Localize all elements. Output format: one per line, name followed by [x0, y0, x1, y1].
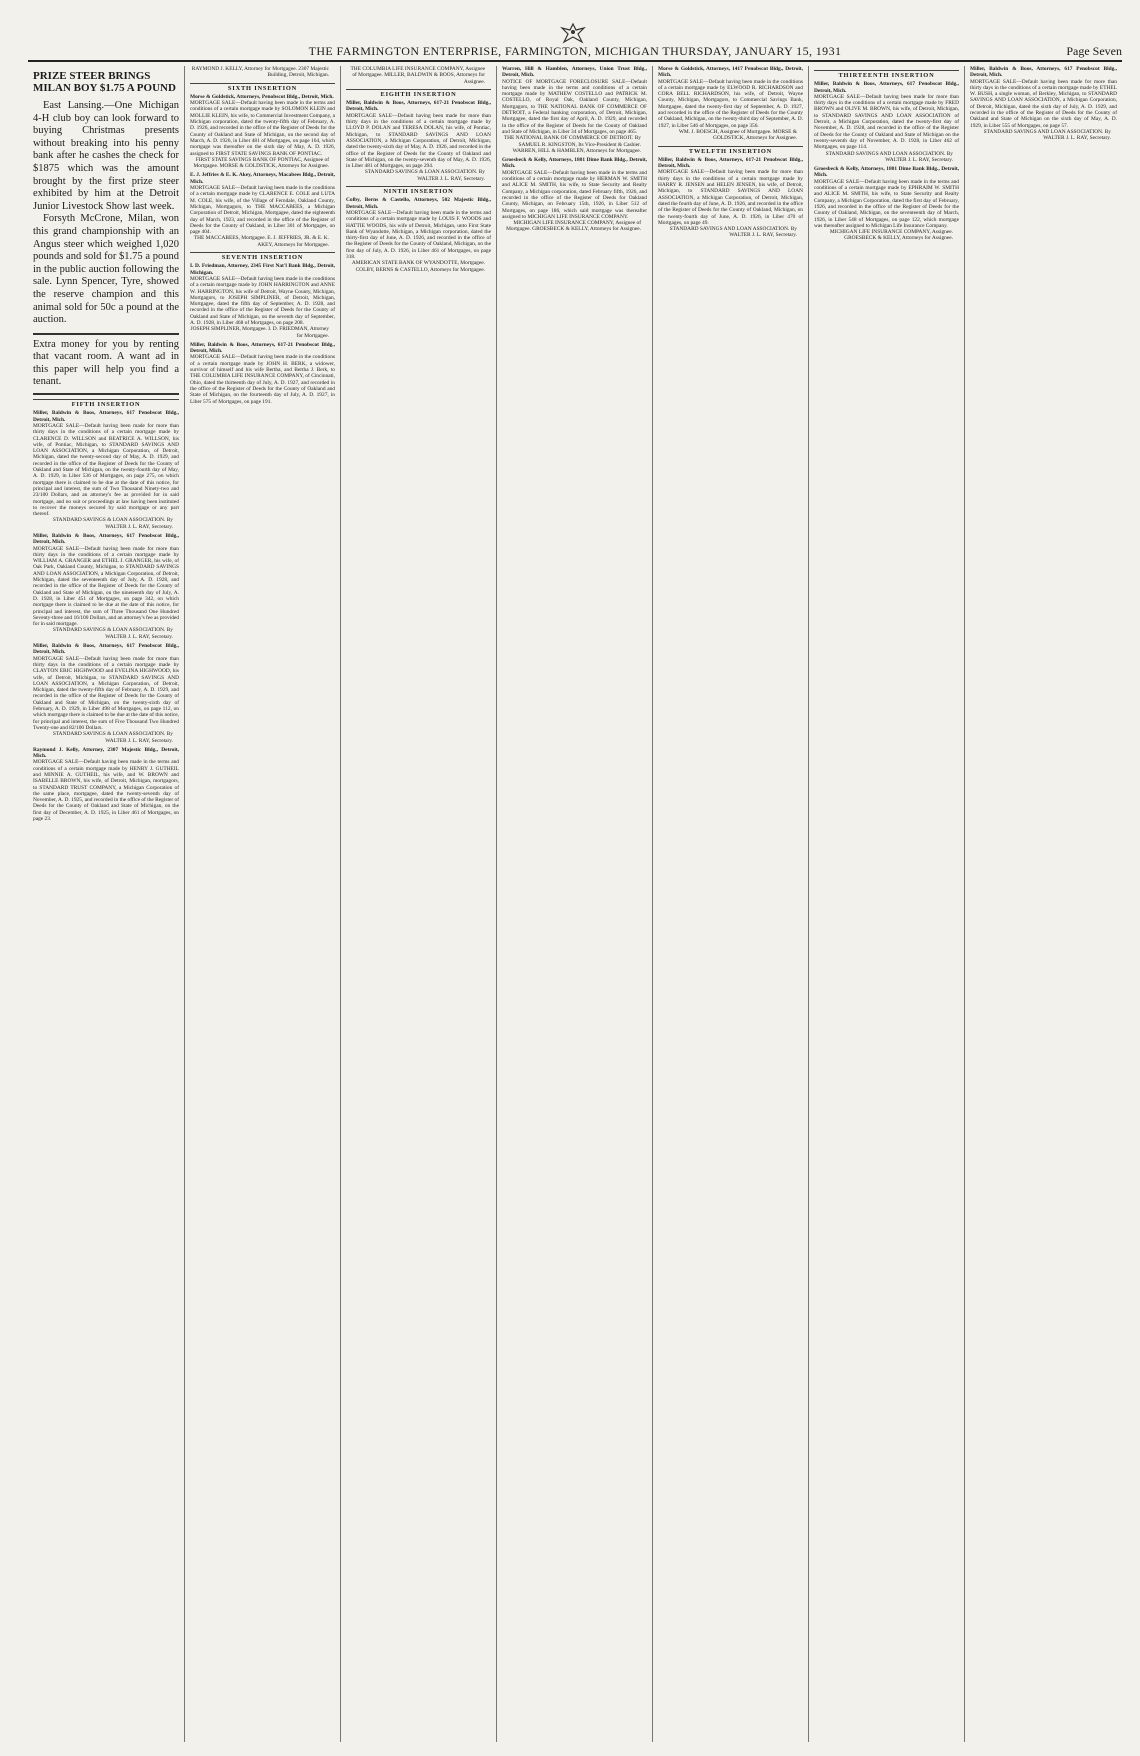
notice-signature: STANDARD SAVINGS & LOAN ASSOCIATION. By WALTER J. L. RAY, Secretary. — [52, 627, 173, 640]
insertion-heading: FIFTH INSERTION — [33, 399, 179, 408]
header-rule — [28, 60, 1122, 62]
insertion-heading: TWELFTH INSERTION — [658, 146, 803, 155]
notice-body: MORTGAGE SALE—Default having been made in the conditions of a certain mortgage made by JOHN HARRINGTON and ANNE W. HARRINGTON, his wife of Detroit, Wayne County, Michigan, Mortgagors, to JOSEPH SIMPLINER, of Detroit, Michigan, Mortgagee, dated the fifth day of September, A. D. 1928, and recorded in the office of the Register of Deeds for the County of Oakland and State of Michigan, on the seventh day of September, A. D. 1928, in Liber 468 of Mortgages, on page 208. — [190, 275, 335, 326]
notice-signature: RAYMOND J. KELLY, Attorney for Mortgagee. 2307 Majestic Building, Detroit, Michigan. — [191, 66, 329, 79]
notice-body: MORTGAGE SALE—Default having been made for more than thirty days in the conditions of a certain mortgage made by FRED BROWN and OLIVE M. BROWN, his wife, of Detroit, Michigan, to STANDARD SAVINGS AND LOAN ASSOCIATION of Detroit, a Michigan Corporation, dated the twenty-first day of November, A. D. 1928, and recorded in the office of the Register of Deeds for the County of Oakland and State of Michigan on the twenty-seventh day of November, A. D. 1928, in Liber 462 of Mortgages, on page 114. — [814, 93, 959, 151]
notice-body: MORTGAGE SALE—Default having been made for more than thirty days in the conditions of a certain mortgage made by LLOYD P. DOLAN and TERESA DOLAN, his wife, of Pontiac, Michigan, to STANDARD SAVINGS AND LOAN ASSOCIATION, a Michigan Corporation, of Detroit, Michigan, dated the twenty-sixth day of May, A. D. 1926, and recorded in the office of the Register of Deeds for the County of Oakland and State of Michigan, on the twenty-seventh day of May, A. D. 1926, in Liber 481 of Mortgages, on page 294. — [346, 112, 491, 170]
notice-heading: Miller, Baldwin & Boos, Attorneys, 617 Penobscot Bldg., Detroit, Mich. — [33, 533, 179, 546]
notice-heading: Miller, Baldwin & Boos, Attorneys, 617 Penobscot Bldg., Detroit, Mich. — [970, 66, 1117, 79]
notice-body: MORTGAGE SALE—Default having been made in the conditions of a certain mortgage made by JOHN H. BERK, a widower, survivor of himself and his wife Bertha, and Bertha J. Berk, to THE COLUMBIA LIFE INSURANCE COMPANY, of Cincinnati, Ohio, dated the thirteenth day of July, A. D. 1927, and recorded in the office of the Register of Deeds for the County of Oakland and State of Michigan, on the fourteenth day of July, A. D. 1927, in Liber 575 of Mortgages, on page 191. — [190, 354, 335, 405]
insertion-heading: THIRTEENTH INSERTION — [814, 70, 959, 79]
legal-notice — [190, 66, 335, 79]
story-paragraph: East Lansing.—One Michigan 4-H club boy can look forward to buying Christmas presents without breaking into his penny bank after he cashes the check for $1875 which was the amount brought by the first prize steer exhibited by him at the Detroit Junior Livestock Show last week. — [33, 100, 179, 212]
legal-notice — [970, 66, 1117, 142]
legal-notice — [346, 197, 491, 273]
legal-notice — [190, 263, 335, 339]
notice-body: MORTGAGE SALE—Default having been made in the terms and conditions of a certain mortgage made by LOUIS F. WOODS and HATTIE WOODS, his wife of Detroit, Michigan, unto First State Bank of Wyandotte, Michigan, a Michigan corporation, dated the thirty-first day of June, A. D. 1926, and recorded in the office of the Register of Deeds for the County of Oakland, Michigan, on the first day of July, A. D. 1926, in Liber 461 of Mortgages, on page 318. — [346, 209, 491, 261]
notice-signature: FIRST STATE SAVINGS BANK OF PONTIAC, Assignee of Mortgagee. MORSE & GOLDSTICK, Attorneys for Assignee. — [193, 156, 329, 170]
legal-notice — [190, 342, 335, 405]
story-headline-1: PRIZE STEER BRINGS — [33, 70, 151, 82]
notice-body: MORTGAGE SALE—Default having been made for more than thirty days in the conditions of a certain mortgage made by CLAYTON ERIC HIGHWOOD and EVELINA HIGHWOOD, his wife, of Detroit, Michigan, to STANDARD SAVINGS AND LOAN ASSOCIATION, a Michigan Corporation, of Detroit, Michigan, dated the twenty-fifth day of February, A. D. 1929, and recorded in the office of the Register of Deeds for the County of Oakland and State of Michigan, on the twenty-sixth day of February, A. D. 1929, in Liber 498 of Mortgages, on page 112, on which mortgage there is claimed to be due at the date of this notice, for principal and interest, the sum of Five Thousand Two Hundred Twenty-one and 82/100 Dollars. — [33, 655, 179, 731]
column-5 — [652, 66, 808, 1742]
notice-signature: STANDARD SAVINGS & LOAN ASSOCIATION. By WALTER J. L. RAY, Secretary. — [52, 517, 173, 530]
notice-body: NOTICE OF MORTGAGE FORECLOSURE SALE—Default having been made in the terms and conditions of a certain mortgage made by MATHEW COSTELLO and PATRICK M. COSTELLO, of Royal Oak, Oakland County, Michigan, Mortgagors, to THE NATIONAL BANK OF COMMERCE OF DETROIT, a Federal banking corporation, of Detroit, Michigan, Mortgagee, dated the first day of April, A. D. 1929, and recorded in the office of the Register of Deeds for the County of Oakland and State of Michigan, in Liber 34 of Mortgages, on page 465. — [502, 78, 647, 135]
legal-notice — [346, 66, 491, 85]
notice-heading: Miller, Baldwin & Boos, Attorneys, 617 Penobscot Bldg., Detroit, Mich. — [814, 81, 959, 94]
story-body — [33, 100, 179, 327]
notice-heading: Groesbeck & Kelly, Attorneys, 1801 Dime Bank Bldg., Detroit, Mich. — [814, 166, 959, 179]
legal-notice — [346, 100, 491, 182]
column-4 — [496, 66, 652, 1742]
notice-body: MORTGAGE SALE—Default having been made in the terms and conditions of a certain mortgage made by HERMAN W. SMITH and ALICE M. SMITH, his wife, to State Security and Realty Company, a Michigan corporation, dated February fifth, 1926, and recorded in the office of the Register of Deeds for Oakland County, Michigan, on February 15th, 1926, in Liber 512 of Mortgages, on page 186, which said mortgage was thereafter assigned to MICHIGAN LIFE INSURANCE COMPANY. — [502, 169, 647, 220]
column-2 — [184, 66, 340, 1742]
notice-heading: Raymond J. Kelly, Attorney, 2307 Majestic Bldg., Detroit, Mich. — [33, 746, 179, 760]
insertion-heading: SEVENTH INSERTION — [190, 252, 335, 261]
insertion-heading: EIGHTH INSERTION — [346, 89, 491, 98]
legal-notice — [190, 94, 335, 170]
legal-notice — [33, 533, 179, 640]
notice-heading: Miller, Baldwin & Boos, Attorneys, 617 Penobscot Bldg., Detroit, Mich. — [33, 643, 179, 656]
notice-signature: STANDARD SAVINGS & LOAN ASSOCIATION. By WALTER J. L. RAY, Secretary. — [364, 169, 485, 182]
story-headline-2: MILAN BOY $1.75 A POUND — [33, 82, 176, 94]
page-number: Page Seven — [1066, 44, 1122, 58]
notice-signature: STANDARD SAVINGS AND LOAN ASSOCIATION. By WALTER J. L. RAY, Secretary. — [669, 226, 797, 239]
legal-notice — [33, 747, 179, 823]
notice-signature: THE MACCABEES, Mortgagee. E. J. JEFFRIES, JR. & E. K. AKEY, Attorneys for Mortgagee. — [193, 235, 329, 248]
notice-signature: STANDARD SAVINGS AND LOAN ASSOCIATION. By WALTER J. L. RAY, Secretary. — [983, 128, 1111, 142]
columns — [28, 66, 1122, 1742]
notice-body: MORTGAGE SALE—Default having been made for more than thirty days in the conditions of a certain mortgage made by WILLIAM A. GRANGER and ETHEL J. GRANGER, his wife, of Oak Park, Oakland County, Michigan, to STANDARD SAVINGS AND LOAN ASSOCIATION, a Michigan Corporation, of Detroit, Michigan, dated the seventeenth day of July, A. D. 1928, and recorded in the office of the Register of Deeds for the County of Oakland and State of Michigan, on the nineteenth day of July, A. D. 1928, in Liber 451 of Mortgages, on page 342, on which mortgage there is claimed to be due at the date of this notice, for principal and interest, the sum of Three Thousand One Hundred Seventy-three and 16/100 Dollars, and an attorney's fee as provided for in said mortgage. — [33, 545, 179, 628]
legal-notice — [33, 643, 179, 744]
notice-body: MORTGAGE SALE—Default having been made for more than thirty days in the conditions of a certain mortgage made by HARRY R. JENSEN and HELEN JENSEN, his wife, of Detroit, Michigan, to STANDARD SAVINGS AND LOAN ASSOCIATION, a Michigan Corporation, of Detroit, Michigan, dated the fourth day of June, A. D. 1926, and recorded in the office of the Register of Deeds for the County of Oakland, Michigan, on the twenty-fourth day of June, A. D. 1926, in Liber 470 of Mortgages, on page 49. — [658, 169, 803, 226]
notice-heading: Miller, Baldwin & Boos, Attorneys, 617-21 Penobscot Bldg., Detroit, Mich. — [658, 156, 803, 170]
legal-notice — [814, 81, 959, 163]
notice-body: MORTGAGE SALE—Default having been made for more than thirty days in the conditions of a certain mortgage made by ETHEL W. BUSH, a single woman, of Berkley, Michigan, to STANDARD SAVINGS AND LOAN ASSOCIATION, a Michigan Corporation, of Detroit, Michigan, dated the sixth day of July, A. D. 1929, and recorded in the office of the Register of Deeds for the County of Oakland and State of Michigan on the sixth day of May, A. D. 1929, in Liber 555 of Mortgages, on page 57. — [970, 78, 1117, 129]
insertion-heading: NINTH INSERTION — [346, 186, 491, 195]
notice-body: MORTGAGE SALE—Default having been made in the conditions of a certain mortgage made by ELWOOD R. RICHARDSON and CORA BELL RICHARDSON, his wife, of Detroit, Wayne County, Michigan, Mortgagors, to Commercial Savings Bank, Mortgagee, dated the twenty-first day of September, A. D. 1927, and recorded in the office of the Register of Deeds for the County of Oakland, Michigan, on the twenty-third day of September, A. D. 1927, in Liber 546 of Mortgages, on page 356. — [658, 78, 803, 129]
notice-signature: MICHIGAN LIFE INSURANCE COMPANY, Assignee. GROESBECK & KELLY, Attorneys for Assignee. — [829, 229, 953, 242]
want-ad-box: Extra money for you by renting that vacant room. A want ad in this paper will help you find a tenant. — [33, 333, 179, 395]
notice-signature: AMERICAN STATE BANK OF WYANDOTTE, Mortgagee. COLBY, BERNS & CASTELLO, Attorneys for Mortgagee. — [351, 260, 485, 273]
eagle-ornament-icon — [558, 22, 588, 46]
notice-body: MORTGAGE SALE—Default having been made in the conditions of a certain mortgage made by CLARENCE E. COLE and LUTA M. COLE, his wife, of the Village of Ferndale, Oakland County, Michigan, Mortgagors, to THE MACCABEES, a Michigan Corporation of Detroit, Michigan, Mortgagee, dated the eighteenth day of March, 1923, and recorded in the office of the Register of Deeds for the County of Oakland, in Liber 301 of Mortgages, on page 404. — [190, 185, 335, 236]
notice-heading: Warren, Hill & Hamblen, Attorneys, Union Trust Bldg., Detroit, Mich. — [502, 66, 647, 79]
legal-notice — [814, 166, 959, 242]
notice-heading: I. D. Friedman, Attorney, 2345 First Nat'l Bank Bldg., Detroit, Michigan. — [190, 263, 335, 276]
notice-body: MORTGAGE SALE—Default having been made in the terms and conditions of a certain mortgage made by HENRY J. GUTHEIL and MINNIE A. GUTHEIL, his wife, and W. BROWN and ISABELLE BROWN, his wife, of Detroit, Michigan, mortgagors, to STANDARD TRUST COMPANY, a Michigan Corporation of the same place, mortgagee, dated the twenty-seventh day of November, A. D. 1925, and recorded in the office of the Register of Deeds for the County of Oakland and State of Michigan, on the first day of December, A. D. 1925, in Liber 461 of Mortgages, on page 23. — [33, 759, 179, 823]
legal-notice — [502, 66, 647, 154]
notice-heading: E. J. Jeffries & E. K. Akey, Attorneys, Macabees Bldg., Detroit, Mich. — [190, 172, 335, 185]
legal-notice — [502, 157, 647, 233]
notice-body: MORTGAGE SALE—Default having been made for more than thirty days in the conditions of a certain mortgage made by CLARENCE D. WILLSON and BEATRICE A. WILLSON, his wife, of Pontiac, Michigan, to STANDARD SAVINGS AND LOAN ASSOCIATION, a Michigan Corporation, of Detroit, Michigan, dated the twenty-second day of May, A. D. 1929, and recorded in the office of the Register of Deeds for the County of Oakland and State of Michigan, on the twenty-fourth day of May, A. D. 1929, in Liber 536 of Mortgages, on page 275, on which mortgage there is claimed to be due at the date of this notice, for principal and interest, the sum of Two Thousand Ninety-two and 23/100 Dollars, and an attorney's fee as provided for in said mortgage, and no suit or proceedings at law having been instituted to recover the moneys secured by said mortgage or any part thereof. — [33, 422, 179, 518]
notice-heading: Morse & Goldstick, Attorneys, 1417 Penobscot Bldg., Detroit, Mich. — [658, 66, 803, 79]
legal-notice — [190, 172, 335, 248]
column-1 — [28, 66, 184, 1742]
insertion-heading: SIXTH INSERTION — [190, 83, 335, 92]
masthead-line: THE FARMINGTON ENTERPRISE, FARMINGTON, MICHIGAN THURSDAY, JANUARY 15, 1931 — [308, 44, 842, 58]
notice-heading: Morse & Goldstick, Attorneys, Penobscot Bldg., Detroit, Mich. — [190, 93, 334, 100]
column-6 — [808, 66, 964, 1742]
notice-heading: Miller, Baldwin & Boos, Attorneys, 617-21 Penobscot Bldg., Detroit, Mich. — [346, 100, 491, 113]
notice-heading: Miller, Baldwin & Boos, Attorneys, 617-21 Penobscot Bldg., Detroit, Mich. — [190, 341, 335, 355]
legal-notice — [658, 157, 803, 239]
notice-heading: Colby, Berns & Castello, Attorneys, 502 Majestic Bldg., Detroit, Mich. — [346, 197, 491, 210]
notice-signature: WM. J. BOESCH, Assignee of Mortgagee. MORSE & GOLDSTICK, Attorneys for Assignee. — [678, 128, 797, 142]
notice-heading: Groesbeck & Kelly, Attorneys, 1801 Dime Bank Bldg., Detroit, Mich. — [502, 157, 647, 170]
column-3 — [340, 66, 496, 1742]
column-7 — [964, 66, 1122, 1742]
notice-signature: THE NATIONAL BANK OF COMMERCE OF DETROIT. By SAMUEL R. KINGSTON, Its Vice-President & Cashier. WARREN, HILL & HAMBLEN, Attorneys for Mortgagee. — [503, 135, 641, 154]
page-header — [28, 22, 1122, 66]
legal-notice — [33, 410, 179, 530]
newspaper-page — [28, 22, 1122, 1742]
notice-heading: Miller, Baldwin & Boos, Attorneys, 617 Penobscot Bldg., Detroit, Mich. — [33, 410, 179, 423]
legal-notice — [658, 66, 803, 142]
notice-signature: MICHIGAN LIFE INSURANCE COMPANY, Assignee of Mortgagee. GROESBECK & KELLY, Attorneys for Assignee. — [506, 220, 641, 233]
notice-body: MORTGAGE SALE—Default having been made in the terms and conditions of a certain mortgage made by SOLOMON KLEIN and MOLLIE KLEIN, his wife, to Commercial Investment Company, a Michigan corporation, dated the twenty-fifth day of February, A. D. 1926, and recorded in the office of the Register of Deeds for the County of Oakland and State of Michigan, on the second day of March, A. D. 1926, in Liber 481 of Mortgages, on page 164, which mortgage was thereafter on the sixth day of May, A. D. 1926, assigned to FIRST STATE SAVINGS BANK OF PONTIAC. — [190, 100, 336, 157]
notice-signature: STANDARD SAVINGS AND LOAN ASSOCIATION. By WALTER J. L. RAY, Secretary. — [825, 150, 953, 163]
notice-signature: STANDARD SAVINGS & LOAN ASSOCIATION. By WALTER J. L. RAY, Secretary. — [52, 731, 173, 744]
story-paragraph: Forsyth McCrone, Milan, won this grand championship with an Angus steer which weighed 1,020 pounds and sold for $1.75 a pound in the public auction following the sale. Lynn Spencer, Tyre, showed the reserve champion and this animal sold for 50c a pound at the auction. — [33, 213, 179, 326]
notice-body: MORTGAGE SALE—Default having been made in the terms and conditions of a certain mortgage made by EPHRAIM W. SMITH and ALICE M. SMITH, his wife, to State Security and Realty Company, a Michigan Corporation, dated the first day of February, 1926, and recorded in the office of the Register of Deeds for the County of Oakland, Michigan, on the seventeenth day of March, 1926, in Liber 548 of Mortgages, on page 122, which mortgage was thereafter assigned to Michigan Life Insurance Company. — [814, 178, 959, 229]
notice-signature: THE COLUMBIA LIFE INSURANCE COMPANY, Assignee of Mortgagee. MILLER, BALDWIN & BOOS, Attorneys for Assignee. — [350, 66, 485, 85]
notice-signature: JOSEPH SIMPLINER, Mortgagee. I. D. FRIEDMAN, Attorney for Mortgagee. — [190, 326, 329, 339]
